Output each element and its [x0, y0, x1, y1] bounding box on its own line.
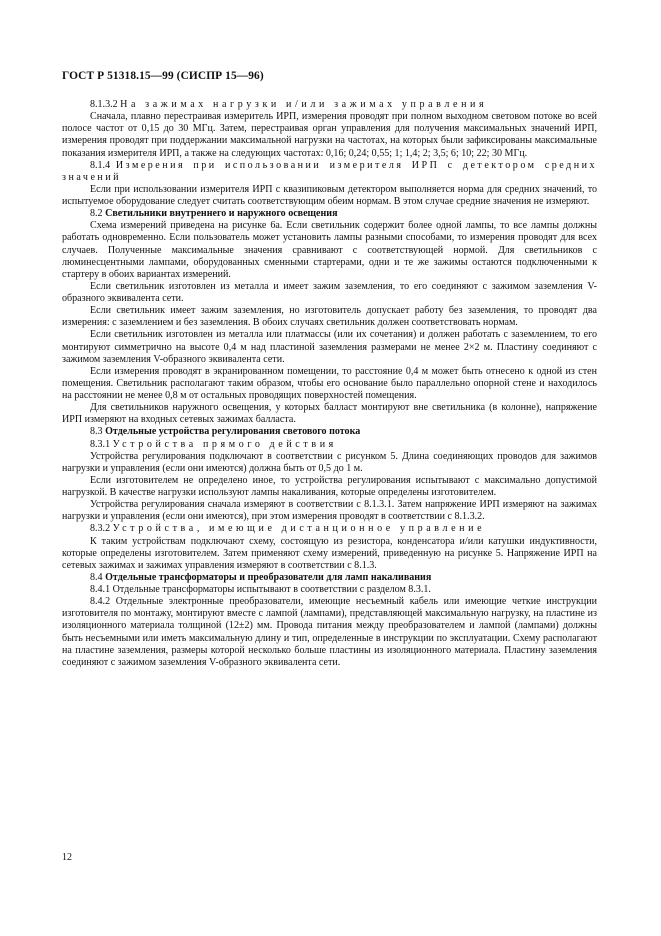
clause-heading: Отдельные устройства регулирования светового потока: [105, 426, 361, 438]
clause-number: 8.3: [90, 426, 103, 438]
clause-heading: На зажимах нагрузки и/или зажимах управления: [120, 99, 488, 110]
clause-number: 8.1.3.2: [90, 99, 118, 110]
paragraph: Если измерения проводят в экранированном помещении, то расстояние 0,4 м может быть отнесено к одной из стен помещения. Светильник располагают таким образом, чтобы его основание было параллельно опорной стене и находилось на расстоянии не менее 0,8 м от остальных проводящих поверхностей помещения.: [62, 365, 597, 401]
clause-heading: Измерения при использовании измерителя ИРП с детектором средних значений: [62, 159, 597, 183]
paragraph: Для светильников наружного освещения, у которых балласт монтируют вне светильника (в колонне), напряжение ИРП измеряют на входных сетевых зажимах балласта.: [62, 402, 597, 426]
page-number: 12: [62, 852, 72, 863]
paragraph: Сначала, плавно перестраивая измеритель ИРП, измерения проводят при полном выходном световом потоке во всей полосе частот от 0,15 до 30 МГц. Затем, перестраивая орган управления для получения максимальных значений ИРП, измерения проводят при поддержании максимальной нагрузки на частотах, на которых были зафиксированы максимальные показания измерителя ИРП, а также на следующих частотах: 0,16; 0,24; 0,55; 1; 1,4; 2; 3,5; 6; 10; 22; 30 МГц.: [62, 111, 597, 159]
clause-8-1-3-2: [62, 99, 597, 111]
clause-number: 8.3.1: [90, 438, 111, 450]
document-header: ГОСТ Р 51318.15—99 (СИСПР 15—96): [62, 70, 264, 82]
document-body: [62, 99, 597, 669]
clause-heading: Светильники внутреннего и наружного освещения: [105, 208, 338, 220]
paragraph: 8.4.1 Отдельные трансформаторы испытывают в соответствии с разделом 8.3.1.: [90, 584, 431, 595]
paragraph: Если светильник имеет зажим заземления, но изготовитель допускает работу без заземления, то проводят два измерения: с заземлением и без заземления. В обоих случаях светильник должен соответствовать нормам.: [62, 305, 597, 329]
clause-heading: Отдельные трансформаторы и преобразователи для ламп накаливания: [105, 571, 432, 583]
paragraph: Устройства регулирования сначала измеряют в соответствии с 8.1.3.1. Затем напряжение ИРП измеряют на зажимах нагрузки и управления (если они имеются), при этом измерения проводят в соответствии с 8.1.3.2.: [62, 499, 597, 523]
clause-8-1-4: [62, 160, 597, 184]
clause-8-3-1: [62, 439, 597, 451]
paragraph: Если при использовании измерителя ИРП с квазипиковым детектором выполняется норма для средних значений, то испытуемое оборудование следует считать соответствующим обеим нормам. В этом случае средние значения не измеряют.: [62, 183, 597, 207]
paragraph: К таким устройствам подключают схему, состоящую из резистора, конденсатора и/или катушки индуктивности, которые определены изготовителем. Затем применяют схему измерений, приведенную на рисунке 5. Напряжение ИРП на сетевых зажимах и зажимах управления измеряют в соответствии с 8.1.3.: [62, 535, 597, 571]
clause-number: 8.1.4: [90, 159, 111, 171]
paragraph: Схема измерений приведена на рисунке 6а. Если светильник содержит более одной лампы, то все лампы должны работать одновременно. Если пользователь может установить лампы разными способами, то измерения проводят для всех случаев. Полученные максимальные значения сравнивают с соответствующей нормой. Для светильников с люминесцентными лампами, оборудованных сменными стартерами, одни и те же зажимы остаются подключенными к стартеру в обоих вариантах измерений.: [62, 220, 597, 280]
clause-number: 8.3.2: [90, 523, 111, 535]
clause-number: 8.4: [90, 571, 103, 583]
paragraph: Если светильник изготовлен из металла или платмассы (или их сочетания) и должен работать с заземлением, то его монтируют симметрично на высоте 0,4 м над пластиной заземления размерами не менее 2×2 м. Пластину соединяют с зажимом заземления V-образного эквивалента сети.: [62, 329, 597, 365]
clause-heading: Устройства, имеющие дистанционное управление: [112, 523, 486, 535]
clause-8-3-2: [62, 523, 597, 535]
paragraph: Если светильник изготовлен из металла и имеет зажим заземления, то его соединяют с зажимом заземления V-образного эквивалента сети.: [62, 280, 597, 304]
clause-8-3: [62, 426, 597, 438]
clause-8-2: [62, 208, 597, 220]
paragraph: Устройства регулирования подключают в соответствии с рисунком 5. Длина соединяющих проводов для зажимов нагрузки и управления (если они имеются) должна быть от 0,5 до 1 м.: [62, 450, 597, 474]
clause-8-4: [62, 572, 597, 584]
paragraph: 8.4.2 Отдельные электронные преобразователи, имеющие несъемный кабель или имеющие четкие инструкции изготовителя по монтажу, монтируют вместе с лампой (лампами), представляющей максимальную нагрузку, на пластине из изоляционного материала толщиной (12±2) мм. Провода питания между преобразователем и лампой (лампами) должны быть несъемными или иметь максимальную длину и тип, определенные в инструкции по эксплуатации. Схему располагают на пластине заземления, размеры которой несколько больше пластины из изоляционного материала. Пластину заземления соединяют с зажимом заземления V-образного эквивалента сети.: [62, 596, 597, 668]
clause-heading: Устройства прямого действия: [112, 438, 337, 450]
paragraph: Если изготовителем не определено иное, то устройства регулирования испытывают с максимально допустимой нагрузкой. В качестве нагрузки используют лампы накаливания, которые определены изготовителем.: [62, 474, 597, 498]
clause-number: 8.2: [90, 208, 103, 220]
